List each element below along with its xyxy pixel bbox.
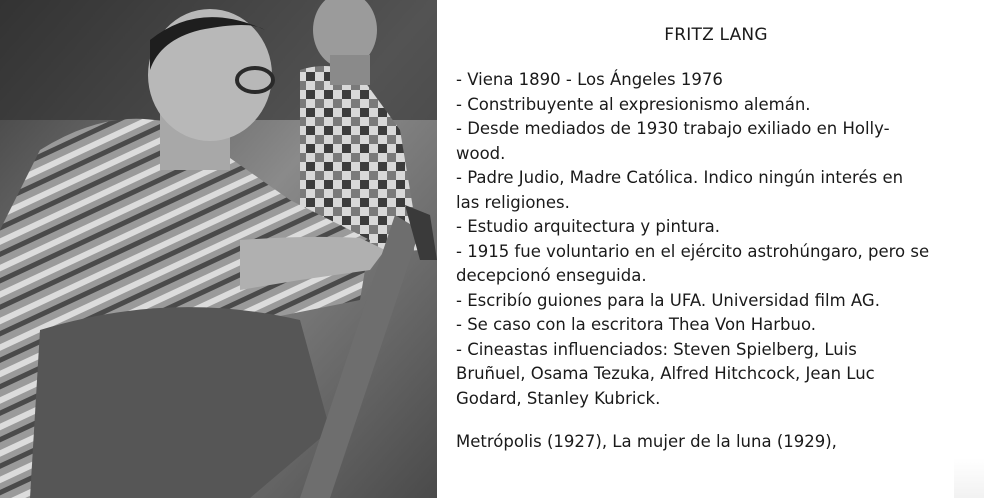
page-title: FRITZ LANG — [664, 25, 768, 45]
portrait-photo — [0, 0, 437, 498]
bio-line: wood. — [456, 143, 506, 163]
bio-line: las religiones. — [456, 192, 570, 212]
bio-line: - Desde mediados de 1930 trabajo exiliado en Holly- — [456, 119, 890, 138]
bio-line: - Cineastas influenciados: Steven Spielberg, Luis — [456, 339, 857, 359]
bio-line: - Escribío guiones para la UFA. Universidad film AG. — [456, 290, 880, 310]
bio-line: - Constribuyente al expresionismo alemán. — [456, 94, 811, 114]
bio-list — [456, 68, 976, 411]
corner-smudge — [954, 458, 984, 498]
bio-line: - 1915 fue voluntario en el ejército astrohúngaro, pero se — [456, 241, 930, 261]
bio-line: decepcionó enseguida. — [456, 266, 647, 285]
bio-text-area — [456, 0, 986, 498]
bio-line: - Estudio arquitectura y pintura. — [456, 217, 721, 236]
bio-line: - Viena 1890 - Los Ángeles 1976 — [456, 70, 723, 89]
bio-line: Godard, Stanley Kubrick. — [456, 388, 661, 408]
bio-line: - Padre Judio, Madre Católica. Indico ningún interés en — [456, 168, 904, 187]
bio-line: Bruñuel, Osama Tezuka, Alfred Hitchcock, Jean Luc — [456, 364, 875, 383]
films-line: Metrópolis (1927), La mujer de la luna (1929), — [456, 432, 837, 451]
bio-line: - Se caso con la escritora Thea Von Harbuo. — [456, 315, 817, 334]
